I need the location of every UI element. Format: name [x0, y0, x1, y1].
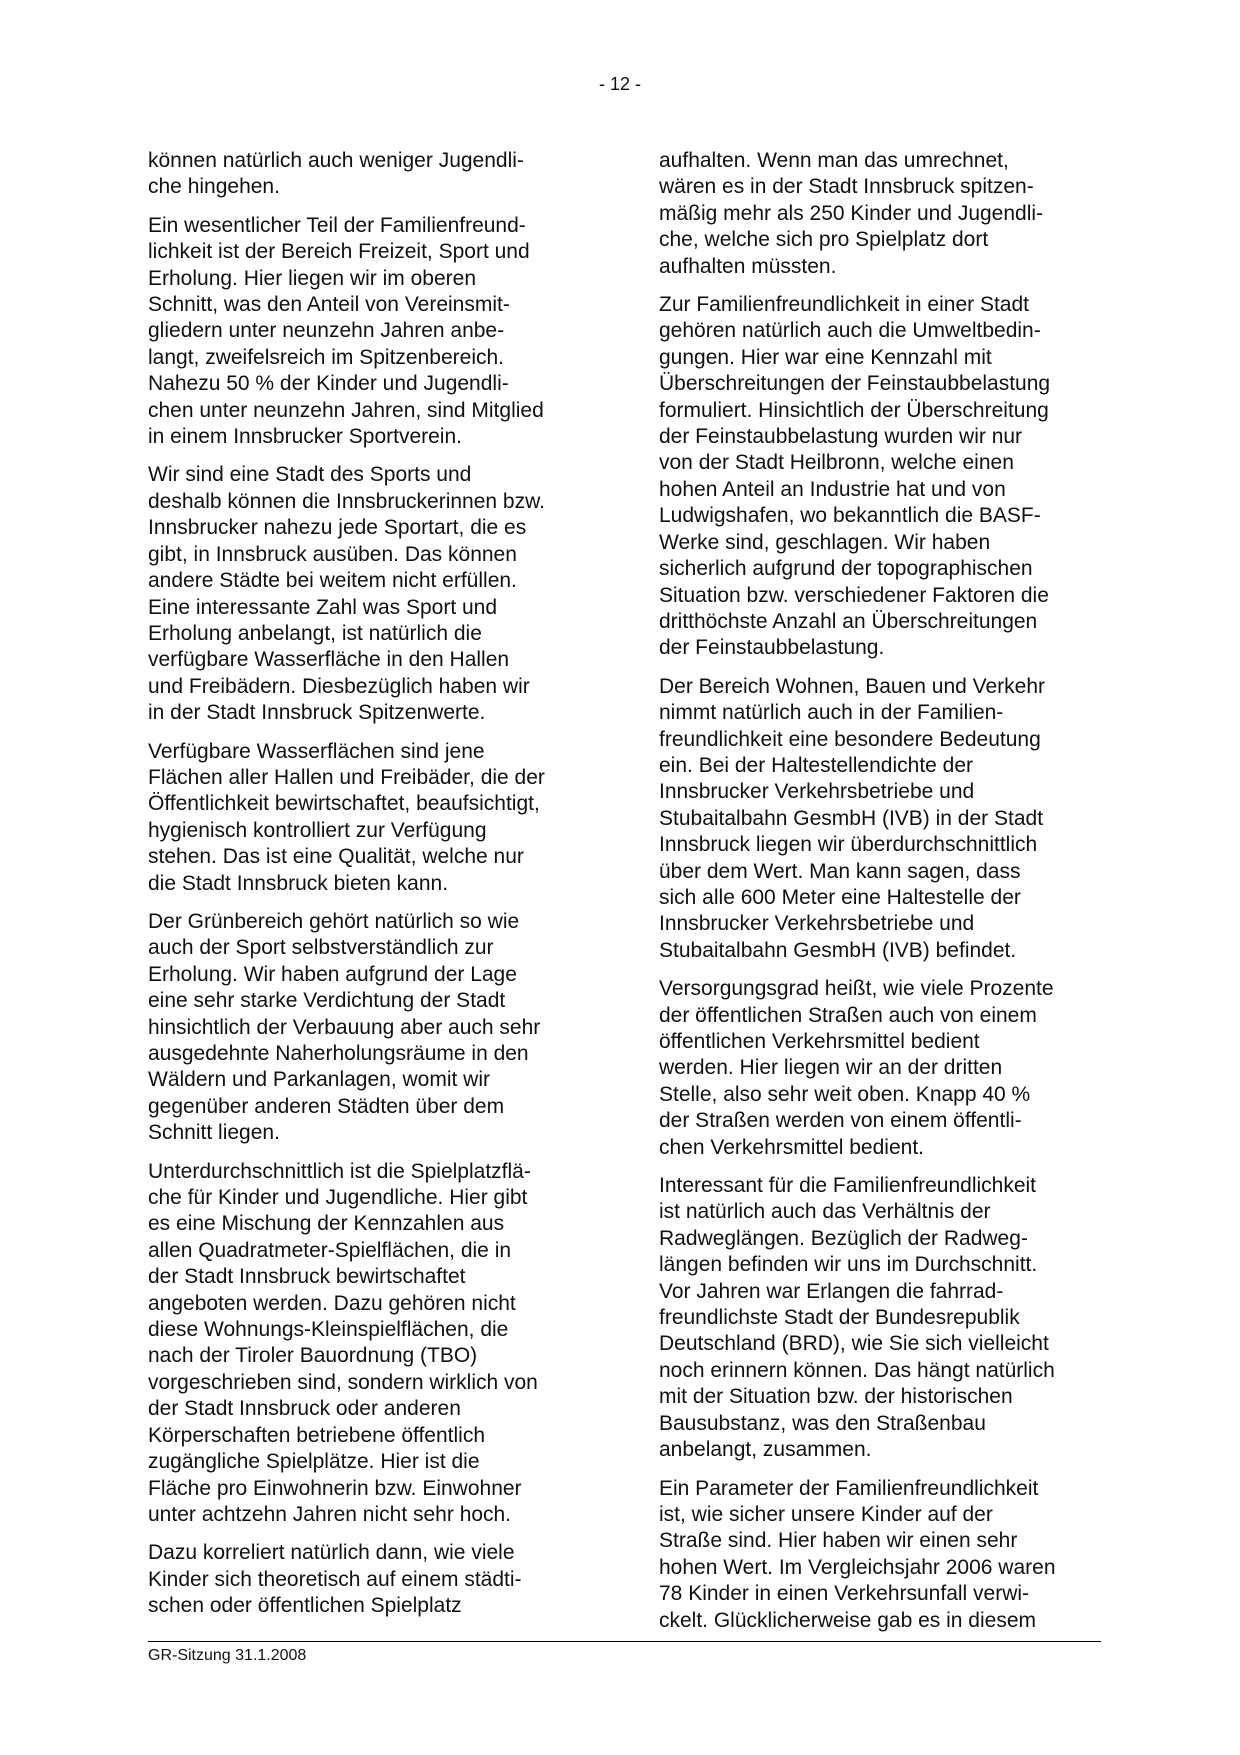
paragraph: Versorgungsgrad heißt, wie viele Prozente der öffentlichen Straßen auch von einem öffentlichen Verkehrsmittel bedient werden. Hier liegen wir an der dritten Stelle, also sehr weit oben. Knapp 40 % der Straßen werden von einem öffentli- chen Verkehrsmittel bedient. [659, 977, 1054, 1159]
paragraph: können natürlich auch weniger Jugendli- che hingehen. [148, 149, 524, 199]
right-column [659, 148, 1099, 1646]
paragraph: Interessant für die Familienfreundlichkeit ist natürlich auch das Verhältnis der Radweglängen. Bezüglich der Radweg- längen befinden wir uns im Durchschnitt. Vor Jahren war Erlangen die fahrrad- freundlichste Stadt der Bundesrepublik Deutschland (BRD), wie Sie sich vielleicht noch erinnern können. Das hängt natürlich mit der Situation bzw. der historischen Bausubstanz, was den Straßenbau anbelangt, zusammen. [659, 1174, 1055, 1462]
page-number: - 12 - [598, 74, 641, 94]
left-column [148, 148, 588, 1632]
paragraph: Verfügbare Wasserflächen sind jene Flächen aller Hallen und Freibäder, die der Öffentlichkeit bewirtschaftet, beaufsichtigt, hygienisch kontrolliert zur Verfügung stehen. Das ist eine Qualität, welche nur die Stadt Innsbruck bieten kann. [148, 739, 545, 895]
paragraph: Zur Familienfreundlichkeit in einer Stadt gehören natürlich auch die Umweltbedin- gungen. Hier war eine Kennzahl mit Überschreitungen der Feinstaubbelastung formuliert. Hinsichtlich der Überschreitung der Feinstaubbelastung wurden wir nur von der Stadt Heilbronn, welche einen hohen Anteil an Industrie hat und von Ludwigshafen, wo bekanntlich die BASF- Werke sind, geschlagen. Wir haben sicherlich aufgrund der topographischen Situation bzw. verschiedener Faktoren die dritthöchste Anzahl an Überschreitungen der Feinstaubbelastung. [659, 293, 1051, 660]
paragraph: Ein wesentlicher Teil der Familienfreund- lichkeit ist der Bereich Freizeit, Sport und Erholung. Hier liegen wir im oberen Schnitt, was den Anteil von Vereinsmit- gliedern unter neunzehn Jahren anbe- langt, zweifelsreich im Spitzenbereich. Nahezu 50 % der Kinder und Jugendli- chen unter neunzehn Jahren, sind Mitglied in einem Innsbrucker Sportverein. [148, 213, 544, 449]
paragraph: Dazu korreliert natürlich dann, wie viele Kinder sich theoretisch auf einem städti- schen oder öffentlichen Spielplatz [148, 1541, 522, 1618]
paragraph: aufhalten. Wenn man das umrechnet, wären es in der Stadt Innsbruck spitzen- mäßig mehr als 250 Kinder und Jugendli- che, welche sich pro Spielplatz dort aufhalten müssten. [659, 149, 1044, 278]
paragraph: Der Grünbereich gehört natürlich so wie auch der Sport selbstverständlich zur Erholung. Wir haben aufgrund der Lage eine sehr starke Verdichtung der Stadt hinsichtlich der Verbauung aber auch sehr ausgedehnte Naherholungsräume in den Wäldern und Parkanlagen, womit wir gegenüber anderen Städten über dem Schnitt liegen. [148, 909, 541, 1145]
footer-divider [148, 1641, 1101, 1642]
footer-text: GR-Sitzung 31.1.2008 [148, 1647, 307, 1664]
paragraph: Unterdurchschnittlich ist die Spielplatzflä- che für Kinder und Jugendliche. Hier gibt es eine Mischung der Kennzahlen aus allen Quadratmeter-Spielflächen, die in der Stadt Innsbruck bewirtschaftet angeboten werden. Dazu gehören nicht diese Wohnungs-Kleinspielflächen, die nach der Tiroler Bauordnung (TBO) vorgeschrieben sind, sondern wirklich von der Stadt Innsbruck oder anderen Körperschaften betriebene öffentlich zugängliche Spielplätze. Hier ist die Fläche pro Einwohnerin bzw. Einwohner unter achtzehn Jahren nicht sehr hoch. [148, 1159, 538, 1526]
paragraph: Ein Parameter der Familienfreundlichkeit ist, wie sicher unsere Kinder auf der Straße sind. Hier haben wir einen sehr hohen Wert. Im Vergleichsjahr 2006 waren 78 Kinder in einen Verkehrsunfall verwi- ckelt. Glücklicherweise gab es in diesem [659, 1476, 1056, 1632]
paragraph: Wir sind eine Stadt des Sports und deshalb können die Innsbruckerinnen bzw. Innsbrucker nahezu jede Sportart, die es gibt, in Innsbruck ausüben. Das können andere Städte bei weitem nicht erfüllen. Eine interessante Zahl was Sport und Erholung anbelangt, ist natürlich die verfügbare Wasserfläche in den Hallen und Freibädern. Diesbezüglich haben wir in der Stadt Innsbruck Spitzenwerte. [148, 463, 545, 725]
paragraph: Der Bereich Wohnen, Bauen und Verkehr nimmt natürlich auch in der Familien- freundlichkeit eine besondere Bedeutung ein. Bei der Haltestellendichte der Innsbrucker Verkehrsbetriebe und Stubaitalbahn GesmbH (IVB) in der Stadt Innsbruck liegen wir überdurchschnittlich über dem Wert. Man kann sagen, dass sich alle 600 Meter eine Haltestelle der Innsbrucker Verkehrsbetriebe und Stubaitalbahn GesmbH (IVB) befindet. [659, 674, 1046, 962]
